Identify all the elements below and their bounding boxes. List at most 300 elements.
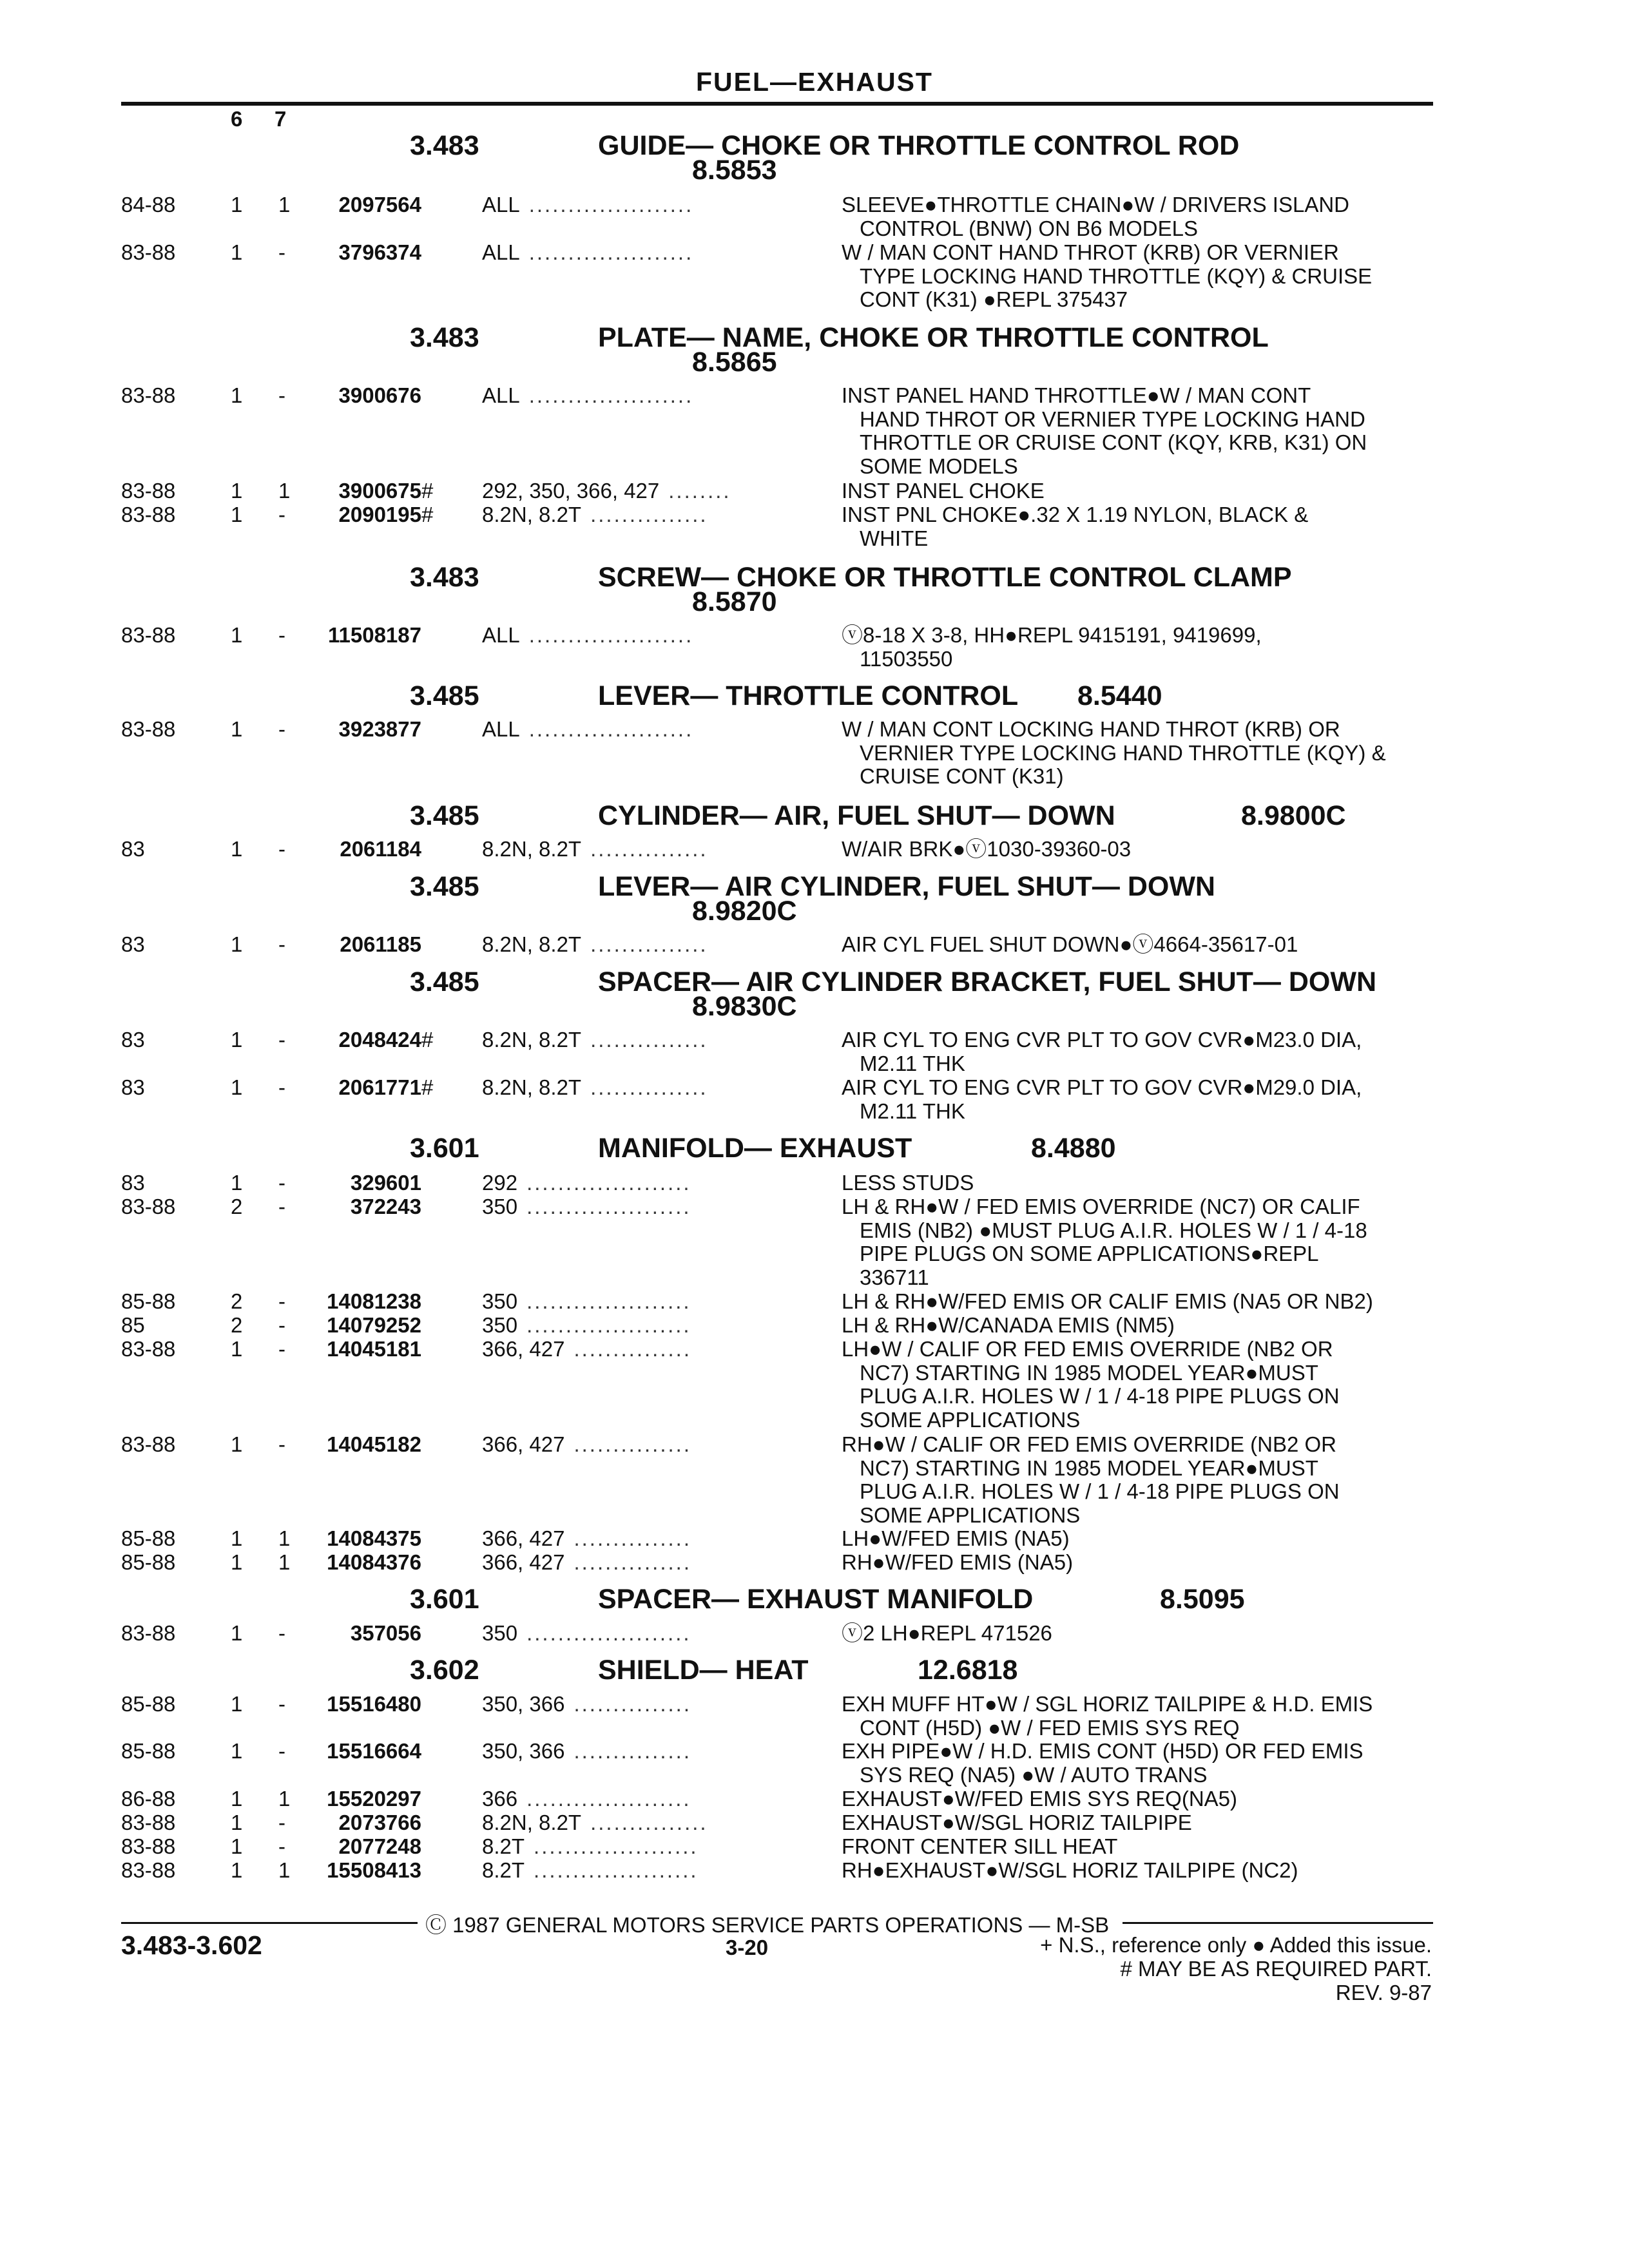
part-marker: # bbox=[421, 1028, 434, 1052]
description-line: SYS REQ (NA5) ●W / AUTO TRANS bbox=[860, 1762, 1208, 1787]
section-code: 8.5870 bbox=[692, 586, 777, 617]
footer-section-range: 3.483-3.602 bbox=[121, 1930, 262, 1960]
description bbox=[842, 1740, 1364, 1787]
section-part-name: SHIELD— HEAT bbox=[598, 1655, 809, 1686]
section-number: 3.601 bbox=[410, 1133, 479, 1164]
quantity-col-6: 1 bbox=[231, 623, 243, 647]
application bbox=[482, 1527, 691, 1551]
quantity-col-6: 1 bbox=[231, 837, 243, 861]
column-number-7: 7 bbox=[275, 107, 287, 131]
description bbox=[842, 838, 1131, 861]
quantity-col-7: 1 bbox=[278, 1550, 291, 1574]
part-number: 2061184 bbox=[340, 837, 421, 861]
part-number: 11508187 bbox=[327, 623, 421, 647]
application bbox=[482, 384, 693, 408]
description bbox=[842, 479, 1045, 503]
description bbox=[842, 1622, 1052, 1646]
part-number: 14079252 bbox=[327, 1313, 421, 1337]
description-line: RH●W/FED EMIS (NA5) bbox=[842, 1550, 1074, 1574]
footer-copyright: Ⓒ 1987 GENERAL MOTORS SERVICE PARTS OPERATIONS — M-SB bbox=[425, 1913, 1110, 1937]
application-text: ALL bbox=[482, 383, 520, 407]
description-line: CONT (K31) ●REPL 375437 bbox=[860, 287, 1128, 312]
description-line: VERNIER TYPE LOCKING HAND THROTTLE (KQY) & bbox=[860, 740, 1386, 765]
column-number-6: 6 bbox=[231, 107, 243, 131]
model-years: 85-88 bbox=[121, 1289, 176, 1313]
leader-dots: ............... bbox=[590, 1811, 708, 1834]
quantity-col-6: 1 bbox=[231, 1337, 243, 1361]
part-number: 329601 bbox=[350, 1171, 421, 1195]
leader-dots: ..................... bbox=[528, 240, 694, 264]
description-line: INST PANEL HAND THROTTLE●W / MAN CONT bbox=[842, 383, 1311, 407]
application bbox=[482, 1314, 691, 1338]
section-part-name: CYLINDER— AIR, FUEL SHUT— DOWN bbox=[598, 800, 1115, 831]
description-line: EXH MUFF HT●W / SGL HORIZ TAILPIPE & H.D. EMIS bbox=[842, 1692, 1373, 1716]
section-part-name: LEVER— THROTTLE CONTROL bbox=[598, 680, 1019, 711]
application bbox=[482, 1787, 691, 1811]
quantity-col-6: 1 bbox=[231, 1621, 243, 1645]
model-years: 83-88 bbox=[121, 1337, 176, 1361]
part-number: 3900676 bbox=[338, 383, 421, 407]
leader-dots: ............... bbox=[590, 503, 708, 526]
description bbox=[842, 1433, 1340, 1527]
leader-dots: ..................... bbox=[528, 193, 694, 216]
leader-dots: ............... bbox=[590, 1028, 708, 1052]
quantity-col-7: 1 bbox=[278, 193, 291, 216]
page-title: FUEL—EXHAUST bbox=[696, 67, 933, 97]
description-line: FRONT CENTER SILL HEAT bbox=[842, 1834, 1118, 1858]
model-years: 83-88 bbox=[121, 240, 176, 264]
leader-dots: ............... bbox=[574, 1692, 691, 1716]
quantity-col-6: 1 bbox=[231, 193, 243, 216]
application-text: 8.2N, 8.2T bbox=[482, 1811, 582, 1834]
part-number: 15516664 bbox=[327, 1739, 421, 1763]
quantity-col-6: 1 bbox=[231, 932, 243, 956]
section-part-name: SPACER— EXHAUST MANIFOLD bbox=[598, 1584, 1034, 1615]
quantity-col-7: - bbox=[278, 383, 285, 407]
quantity-col-7: - bbox=[278, 1195, 285, 1218]
part-marker: # bbox=[421, 479, 434, 503]
description bbox=[842, 241, 1372, 312]
leader-dots: ..................... bbox=[526, 1171, 691, 1195]
description-line: EXH PIPE●W / H.D. EMIS CONT (H5D) OR FED EMIS bbox=[842, 1739, 1364, 1763]
quantity-col-6: 2 bbox=[231, 1289, 243, 1313]
application-text: 350, 366 bbox=[482, 1692, 565, 1716]
quantity-col-7: - bbox=[278, 1834, 285, 1858]
application-text: 350 bbox=[482, 1289, 518, 1313]
model-years: 83-88 bbox=[121, 1834, 176, 1858]
quantity-col-7: - bbox=[278, 1811, 285, 1834]
part-number: 14081238 bbox=[327, 1289, 421, 1313]
description bbox=[842, 1859, 1298, 1883]
quantity-col-7: - bbox=[278, 1075, 285, 1099]
leader-dots: ..................... bbox=[534, 1834, 699, 1858]
application bbox=[482, 624, 693, 648]
description-line: AIR CYL TO ENG CVR PLT TO GOV CVR●M23.0 DIA, bbox=[842, 1028, 1362, 1052]
description-line: 336711 bbox=[860, 1265, 929, 1289]
part-number: 15520297 bbox=[327, 1787, 421, 1811]
quantity-col-7: - bbox=[278, 1432, 285, 1456]
application bbox=[482, 1622, 691, 1646]
quantity-col-7: - bbox=[278, 932, 285, 956]
application bbox=[482, 718, 693, 742]
section-number: 3.602 bbox=[410, 1655, 479, 1686]
quantity-col-7: - bbox=[278, 503, 285, 526]
application-text: 366, 427 bbox=[482, 1526, 565, 1550]
quantity-col-7: - bbox=[278, 1739, 285, 1763]
application-text: 8.2N, 8.2T bbox=[482, 503, 582, 526]
description-line: LH & RH●W/FED EMIS OR CALIF EMIS (NA5 OR NB2) bbox=[842, 1289, 1373, 1313]
section-code: 8.5865 bbox=[692, 347, 777, 378]
quantity-col-6: 1 bbox=[231, 1858, 243, 1882]
application bbox=[482, 1195, 691, 1219]
application-text: 366 bbox=[482, 1787, 518, 1811]
description-line: HAND THROT OR VERNIER TYPE LOCKING HAND bbox=[860, 407, 1365, 431]
leader-dots: ..................... bbox=[528, 623, 694, 647]
part-number: 15508413 bbox=[327, 1858, 421, 1882]
description-line: M2.11 THK bbox=[860, 1051, 965, 1075]
part-marker: # bbox=[421, 1075, 434, 1099]
quantity-col-7: - bbox=[278, 1171, 285, 1195]
quantity-col-7: 1 bbox=[278, 1858, 291, 1882]
quantity-col-6: 1 bbox=[231, 479, 243, 503]
quantity-col-6: 1 bbox=[231, 717, 243, 741]
application-text: 8.2N, 8.2T bbox=[482, 837, 582, 861]
model-years: 85 bbox=[121, 1313, 145, 1337]
description bbox=[842, 503, 1308, 550]
leader-dots: ..................... bbox=[534, 1858, 699, 1882]
application-text: 8.2T bbox=[482, 1858, 525, 1882]
quantity-col-7: - bbox=[278, 1289, 285, 1313]
description bbox=[842, 1195, 1367, 1289]
description bbox=[842, 193, 1349, 240]
description-line: W/AIR BRK●ⓥ1030-39360-03 bbox=[842, 837, 1132, 861]
description bbox=[842, 1551, 1073, 1575]
part-number: 15516480 bbox=[327, 1692, 421, 1716]
part-number: 372243 bbox=[350, 1195, 421, 1218]
section-code: 12.6818 bbox=[918, 1655, 1018, 1686]
quantity-col-7: 1 bbox=[278, 1787, 291, 1811]
quantity-col-7: - bbox=[278, 1028, 285, 1052]
application-text: 8.2N, 8.2T bbox=[482, 932, 582, 956]
section-code: 8.5853 bbox=[692, 155, 777, 186]
leader-dots: ........ bbox=[668, 479, 731, 503]
model-years: 85-88 bbox=[121, 1692, 176, 1716]
section-code: 8.5095 bbox=[1160, 1584, 1245, 1615]
section-number: 3.483 bbox=[410, 130, 479, 161]
footer-rule-left bbox=[121, 1922, 418, 1924]
description bbox=[842, 1787, 1237, 1811]
description bbox=[842, 1314, 1175, 1338]
description-line: NC7) STARTING IN 1985 MODEL YEAR●MUST bbox=[860, 1456, 1318, 1480]
quantity-col-6: 2 bbox=[231, 1195, 243, 1218]
quantity-col-7: - bbox=[278, 837, 285, 861]
application-text: 366, 427 bbox=[482, 1432, 565, 1456]
description-line: 11503550 bbox=[860, 646, 953, 671]
part-number: 2077248 bbox=[338, 1834, 421, 1858]
description bbox=[842, 1290, 1373, 1314]
application-text: 292, 350, 366, 427 bbox=[482, 479, 660, 503]
quantity-col-6: 1 bbox=[231, 1739, 243, 1763]
description-line: W / MAN CONT HAND THROT (KRB) OR VERNIER bbox=[842, 240, 1339, 264]
application-text: 350 bbox=[482, 1621, 518, 1645]
model-years: 85-88 bbox=[121, 1739, 176, 1763]
footer-legend-line: REV. 9-87 bbox=[1335, 1981, 1432, 2004]
description-line: CONTROL (BNW) ON B6 MODELS bbox=[860, 216, 1198, 240]
quantity-col-7: - bbox=[278, 1337, 285, 1361]
section-part-name: SCREW— CHOKE OR THROTTLE CONTROL CLAMP bbox=[598, 562, 1292, 593]
description-line: TYPE LOCKING HAND THROTTLE (KQY) & CRUISE bbox=[860, 264, 1373, 288]
model-years: 83 bbox=[121, 1075, 145, 1099]
application bbox=[482, 1433, 691, 1457]
description-line: CRUISE CONT (K31) bbox=[860, 764, 1064, 789]
description bbox=[842, 1811, 1192, 1835]
quantity-col-6: 1 bbox=[231, 1692, 243, 1716]
leader-dots: ............... bbox=[574, 1739, 691, 1763]
application bbox=[482, 1290, 691, 1314]
description bbox=[842, 1028, 1362, 1075]
description-line: LH & RH●W/CANADA EMIS (NM5) bbox=[842, 1313, 1175, 1337]
section-part-name: SPACER— AIR CYLINDER BRACKET, FUEL SHUT— DOWN bbox=[598, 966, 1377, 997]
model-years: 83-88 bbox=[121, 1432, 176, 1456]
description-line: RH●EXHAUST●W/SGL HORIZ TAILPIPE (NC2) bbox=[842, 1858, 1298, 1882]
description-line: WHITE bbox=[860, 526, 929, 550]
application-text: 366, 427 bbox=[482, 1550, 565, 1574]
part-marker: # bbox=[421, 503, 434, 526]
leader-dots: ............... bbox=[574, 1337, 691, 1361]
section-code: 8.9800C bbox=[1241, 800, 1346, 831]
part-number: 2097564 bbox=[338, 193, 421, 216]
model-years: 83-88 bbox=[121, 623, 176, 647]
description-line: INST PNL CHOKE●.32 X 1.19 NYLON, BLACK & bbox=[842, 503, 1309, 526]
model-years: 83-88 bbox=[121, 503, 176, 526]
quantity-col-6: 1 bbox=[231, 1834, 243, 1858]
description bbox=[842, 1338, 1340, 1432]
header-rule bbox=[121, 102, 1433, 106]
part-number: 14045181 bbox=[327, 1337, 421, 1361]
application-text: 292 bbox=[482, 1171, 518, 1195]
description-line: PLUG A.I.R. HOLES W / 1 / 4-18 PIPE PLUGS ON bbox=[860, 1479, 1340, 1504]
section-part-name: MANIFOLD— EXHAUST bbox=[598, 1133, 912, 1164]
description bbox=[842, 1527, 1070, 1551]
application bbox=[482, 1551, 691, 1575]
part-number: 14084376 bbox=[327, 1550, 421, 1574]
application bbox=[482, 1835, 699, 1859]
application bbox=[482, 1693, 691, 1716]
quantity-col-7: - bbox=[278, 1313, 285, 1337]
application-text: 8.2T bbox=[482, 1834, 525, 1858]
application-text: 350 bbox=[482, 1313, 518, 1337]
description-line: THROTTLE OR CRUISE CONT (KQY, KRB, K31) ON bbox=[860, 430, 1367, 455]
model-years: 83 bbox=[121, 1171, 145, 1195]
application-text: 8.2N, 8.2T bbox=[482, 1028, 582, 1052]
model-years: 85-88 bbox=[121, 1526, 176, 1550]
leader-dots: ..................... bbox=[526, 1621, 691, 1645]
footer-legend-line: + N.S., reference only ● Added this issue. bbox=[1040, 1933, 1432, 1957]
part-number: 3796374 bbox=[338, 240, 421, 264]
quantity-col-6: 1 bbox=[231, 1075, 243, 1099]
model-years: 83 bbox=[121, 1028, 145, 1052]
description-line: PLUG A.I.R. HOLES W / 1 / 4-18 PIPE PLUGS ON bbox=[860, 1384, 1340, 1408]
application bbox=[482, 1028, 708, 1052]
leader-dots: ..................... bbox=[526, 1289, 691, 1313]
description-line: M2.11 THK bbox=[860, 1099, 965, 1123]
section-part-name: GUIDE— CHOKE OR THROTTLE CONTROL ROD bbox=[598, 130, 1240, 161]
quantity-col-6: 1 bbox=[231, 1432, 243, 1456]
application bbox=[482, 838, 708, 861]
application bbox=[482, 1811, 708, 1835]
description-line: CONT (H5D) ●W / FED EMIS SYS REQ bbox=[860, 1715, 1240, 1740]
description bbox=[842, 1076, 1362, 1123]
section-number: 3.601 bbox=[410, 1584, 479, 1615]
quantity-col-6: 1 bbox=[231, 1811, 243, 1834]
leader-dots: ............... bbox=[590, 1075, 708, 1099]
application bbox=[482, 1740, 691, 1763]
leader-dots: ............... bbox=[574, 1550, 691, 1574]
description bbox=[842, 718, 1386, 789]
description-line: LH●W/FED EMIS (NA5) bbox=[842, 1526, 1070, 1550]
quantity-col-6: 1 bbox=[231, 1171, 243, 1195]
model-years: 84-88 bbox=[121, 193, 176, 216]
quantity-col-7: - bbox=[278, 623, 285, 647]
description bbox=[842, 1171, 974, 1195]
leader-dots: ..................... bbox=[526, 1313, 691, 1337]
description-line: EXHAUST●W/FED EMIS SYS REQ(NA5) bbox=[842, 1787, 1238, 1811]
footer-legend-line: # MAY BE AS REQUIRED PART. bbox=[1120, 1957, 1432, 1981]
quantity-col-6: 1 bbox=[231, 1028, 243, 1052]
description-line: RH●W / CALIF OR FED EMIS OVERRIDE (NB2 OR bbox=[842, 1432, 1337, 1456]
section-part-name: PLATE— NAME, CHOKE OR THROTTLE CONTROL bbox=[598, 322, 1269, 353]
leader-dots: ..................... bbox=[526, 1195, 691, 1218]
description-line: SOME APPLICATIONS bbox=[860, 1503, 1081, 1527]
quantity-col-6: 1 bbox=[231, 1526, 243, 1550]
section-code: 8.9830C bbox=[692, 991, 797, 1022]
part-number: 3900675 bbox=[338, 479, 421, 503]
description-line: SLEEVE●THROTTLE CHAIN●W / DRIVERS ISLAND bbox=[842, 193, 1350, 216]
application bbox=[482, 933, 708, 957]
application-text: 350, 366 bbox=[482, 1739, 565, 1763]
model-years: 85-88 bbox=[121, 1550, 176, 1574]
quantity-col-7: - bbox=[278, 1621, 285, 1645]
part-number: 2048424 bbox=[338, 1028, 421, 1052]
part-number: 14084375 bbox=[327, 1526, 421, 1550]
description-line: AIR CYL TO ENG CVR PLT TO GOV CVR●M29.0 DIA, bbox=[842, 1075, 1362, 1099]
application bbox=[482, 1859, 699, 1883]
description-line: LH●W / CALIF OR FED EMIS OVERRIDE (NB2 OR bbox=[842, 1337, 1333, 1361]
section-number: 3.485 bbox=[410, 680, 479, 711]
description-line: EMIS (NB2) ●MUST PLUG A.I.R. HOLES W / 1 / 4-18 bbox=[860, 1218, 1367, 1242]
section-number: 3.485 bbox=[410, 966, 479, 997]
leader-dots: ............... bbox=[574, 1432, 691, 1456]
part-number: 14045182 bbox=[327, 1432, 421, 1456]
application bbox=[482, 193, 693, 217]
leader-dots: ............... bbox=[590, 837, 708, 861]
model-years: 83-88 bbox=[121, 1195, 176, 1218]
part-number: 2061771 bbox=[338, 1075, 421, 1099]
description bbox=[842, 933, 1298, 957]
footer-page-number: 3-20 bbox=[726, 1936, 769, 1959]
section-part-name: LEVER— AIR CYLINDER, FUEL SHUT— DOWN bbox=[598, 871, 1215, 902]
application bbox=[482, 503, 708, 527]
description-line: ⓥ8-18 X 3-8, HH●REPL 9415191, 9419699, bbox=[842, 623, 1262, 647]
footer-legend bbox=[1040, 1933, 1432, 2004]
part-number: 2073766 bbox=[338, 1811, 421, 1834]
application bbox=[482, 241, 693, 265]
description-line: EXHAUST●W/SGL HORIZ TAILPIPE bbox=[842, 1811, 1192, 1834]
application-text: ALL bbox=[482, 240, 520, 264]
part-number: 2061185 bbox=[340, 932, 421, 956]
description bbox=[842, 384, 1367, 478]
part-number: 357056 bbox=[350, 1621, 421, 1645]
quantity-col-6: 2 bbox=[231, 1313, 243, 1337]
footer-rule-right bbox=[1123, 1922, 1433, 1924]
leader-dots: ............... bbox=[574, 1526, 691, 1550]
quantity-col-6: 1 bbox=[231, 240, 243, 264]
quantity-col-6: 1 bbox=[231, 503, 243, 526]
model-years: 83 bbox=[121, 932, 145, 956]
application bbox=[482, 1338, 691, 1361]
model-years: 83 bbox=[121, 837, 145, 861]
part-number: 2090195 bbox=[338, 503, 421, 526]
model-years: 83-88 bbox=[121, 479, 176, 503]
quantity-col-7: 1 bbox=[278, 1526, 291, 1550]
application bbox=[482, 1171, 691, 1195]
section-number: 3.485 bbox=[410, 800, 479, 831]
section-code: 8.5440 bbox=[1077, 680, 1162, 711]
description-line: SOME MODELS bbox=[860, 454, 1018, 478]
quantity-col-7: 1 bbox=[278, 479, 291, 503]
description-line: LH & RH●W / FED EMIS OVERRIDE (NC7) OR CALIF bbox=[842, 1195, 1360, 1218]
leader-dots: ..................... bbox=[528, 383, 694, 407]
application-text: 350 bbox=[482, 1195, 518, 1218]
application bbox=[482, 479, 731, 503]
description-line: SOME APPLICATIONS bbox=[860, 1407, 1081, 1432]
application-text: 366, 427 bbox=[482, 1337, 565, 1361]
part-number: 3923877 bbox=[338, 717, 421, 741]
application bbox=[482, 1076, 708, 1100]
section-number: 3.485 bbox=[410, 871, 479, 902]
quantity-col-7: - bbox=[278, 240, 285, 264]
description bbox=[842, 1835, 1117, 1859]
model-years: 83-88 bbox=[121, 1621, 176, 1645]
leader-dots: ............... bbox=[590, 932, 708, 956]
model-years: 83-88 bbox=[121, 1811, 176, 1834]
description-line: PIPE PLUGS ON SOME APPLICATIONS●REPL bbox=[860, 1242, 1319, 1266]
description-line: LESS STUDS bbox=[842, 1171, 974, 1195]
section-code: 8.9820C bbox=[692, 896, 797, 927]
section-number: 3.483 bbox=[410, 322, 479, 353]
description bbox=[842, 1693, 1373, 1740]
description-line: NC7) STARTING IN 1985 MODEL YEAR●MUST bbox=[860, 1360, 1318, 1385]
description-line: W / MAN CONT LOCKING HAND THROT (KRB) OR bbox=[842, 717, 1340, 741]
quantity-col-6: 1 bbox=[231, 1787, 243, 1811]
description-line: INST PANEL CHOKE bbox=[842, 479, 1045, 503]
application-text: ALL bbox=[482, 623, 520, 647]
application-text: ALL bbox=[482, 193, 520, 216]
quantity-col-6: 1 bbox=[231, 383, 243, 407]
application-text: ALL bbox=[482, 717, 520, 741]
application-text: 8.2N, 8.2T bbox=[482, 1075, 582, 1099]
leader-dots: ..................... bbox=[526, 1787, 691, 1811]
quantity-col-6: 1 bbox=[231, 1550, 243, 1574]
model-years: 83-88 bbox=[121, 717, 176, 741]
description-line: ⓥ2 LH●REPL 471526 bbox=[842, 1621, 1052, 1645]
leader-dots: ..................... bbox=[528, 717, 694, 741]
description bbox=[842, 624, 1262, 671]
model-years: 83-88 bbox=[121, 1858, 176, 1882]
section-number: 3.483 bbox=[410, 562, 479, 593]
quantity-col-7: - bbox=[278, 717, 285, 741]
description-line: AIR CYL FUEL SHUT DOWN●ⓥ4664-35617-01 bbox=[842, 932, 1298, 956]
